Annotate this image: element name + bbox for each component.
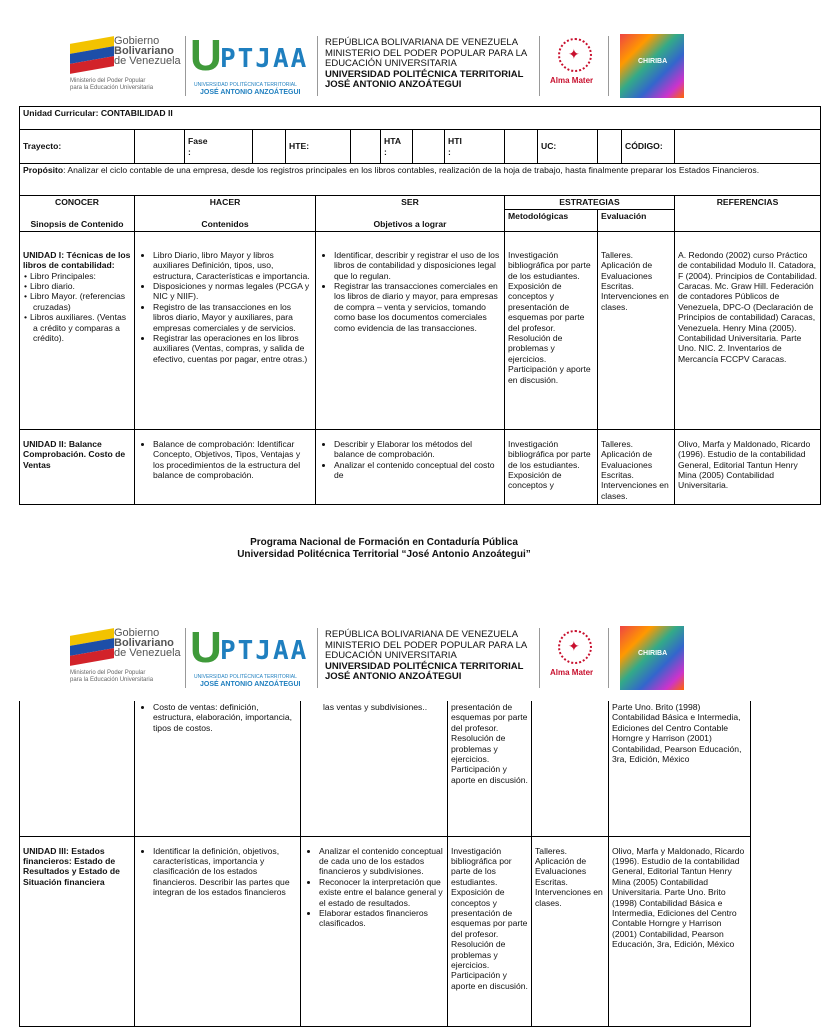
divider bbox=[539, 36, 540, 96]
codigo-label: CÓDIGO: bbox=[622, 130, 675, 164]
unit1-title: UNIDAD I: Técnicas de los libros de contabilidad: bbox=[23, 249, 131, 271]
uptjaa-sub1: UNIVERSIDAD POLITÉCNICA TERRITORIAL bbox=[194, 674, 297, 680]
unit2-conocer bbox=[20, 429, 135, 504]
list-item: • Disposiciones y normas legales (PCGA y NIC y NIIF). bbox=[153, 281, 312, 302]
gobierno-logo bbox=[70, 36, 182, 98]
alma-mater-logo bbox=[550, 38, 596, 96]
unit2-metodologicas: Investigación bibliográfica por parte de los estudiantes. Exposición de conceptos y bbox=[505, 429, 598, 504]
cont-ser: las ventas y subdivisiones.. bbox=[301, 701, 448, 836]
unit3-referencias: Olivo, Marfa y Maldonado, Ricardo (1996). Estudio de la contabilidad General, Editorial Tantun Henry Mina (2005) Contabilidad Universitaria. Parte Uno. Brito (1998) Contabilidad Básica e Intermedia, Ediciones del Centro Contable Horngre y Harrison (2001) Contabilidad, Pearson Educación, 3ra, Edición, México bbox=[609, 836, 751, 1026]
alma-mater-text: Alma Mater bbox=[550, 668, 594, 677]
unit3-ser bbox=[301, 836, 448, 1026]
divider bbox=[539, 628, 540, 688]
footer-line1: Programa Nacional de Formación en Contaduría Pública bbox=[250, 537, 518, 548]
rep-line1: REPÚBLICA BOLIVARIANA DE VENEZUELA bbox=[325, 37, 519, 48]
unit1-item: • Libro Mayor. (referencias cruzadas) bbox=[33, 291, 131, 312]
cont-conocer bbox=[20, 701, 135, 836]
list-item: • Libro Diario, libro Mayor y libros auxiliares Definición, tipos, uso, estructura, Características e importancia. bbox=[153, 250, 312, 281]
rep-line2: MINISTERIO DEL PODER POPULAR PARA LA bbox=[325, 639, 528, 651]
hti-text: HTI bbox=[448, 136, 462, 147]
unit1-item: • Libros auxiliares. (Ventas a crédito y comparas a crédito). bbox=[33, 312, 131, 343]
list-item: • Analizar el contenido conceptual de cada uno de los estados financieros y subdivisiones. bbox=[319, 846, 444, 877]
curriculum-table bbox=[19, 106, 821, 505]
unit1-items bbox=[23, 271, 131, 344]
unit3-hacer bbox=[135, 836, 301, 1026]
hti-label bbox=[445, 130, 505, 164]
rep-line4: UNIVERSIDAD POLITÉCNICA TERRITORIAL bbox=[325, 660, 524, 672]
gov-line3: de Venezuela bbox=[114, 55, 181, 67]
proposito-label: Propósito bbox=[23, 165, 64, 175]
person-icon: ✦ bbox=[568, 46, 580, 62]
unit3-evaluacion: Talleres. Aplicación de Evaluaciones Escritas. Intervenciones en clases. bbox=[532, 836, 609, 1026]
divider bbox=[608, 36, 609, 96]
curriculum-table-continued bbox=[19, 701, 751, 1027]
unit1-item: • Libro diario. bbox=[33, 281, 131, 291]
uc-label: UC: bbox=[538, 130, 598, 164]
rep-line1: REPÚBLICA BOLIVARIANA DE VENEZUELA bbox=[325, 629, 519, 640]
unit1-referencias: A. Redondo (2002) curso Práctico de contabilidad Modulo II. Catadora, F (2004). Principios de Contabilidad. Caracas. Mc. Graw Hill. Federación de contadores Públicos de Venezuela, DPC-O (Declaración de Principios de contabilidad) Caracas, Venezuela. Henry Mina (2005). Contabilidad Universitaria. Parte Uno. NIC. 2. Inventarios de Mercancía FCCPV Caracas. bbox=[675, 231, 821, 429]
ministry-line2: para la Educación Universitaria bbox=[70, 677, 154, 683]
rep-line4: UNIVERSIDAD POLITÉCNICA TERRITORIAL bbox=[325, 68, 524, 80]
conocer-sub: Sinopsis de Contenido bbox=[30, 219, 124, 230]
divider bbox=[185, 36, 186, 96]
unit3-conocer bbox=[20, 836, 135, 1026]
alma-mater-text: Alma Mater bbox=[550, 76, 594, 85]
hta-label bbox=[381, 130, 413, 164]
footer-line2: Universidad Politécnica Territorial “José Antonio Anzoátegui” bbox=[237, 549, 531, 560]
hacer-title: HACER bbox=[209, 197, 241, 207]
unit2-hacer bbox=[135, 429, 316, 504]
unit1-item: • Libro Principales: bbox=[33, 271, 131, 281]
ministry-text bbox=[70, 670, 153, 684]
uptjaa-wordmark: PTJAA bbox=[220, 44, 309, 74]
uptjaa-logo bbox=[190, 31, 312, 100]
unit1-hacer bbox=[135, 231, 316, 429]
header-banner bbox=[65, 622, 705, 694]
rep-line2: MINISTERIO DEL PODER POPULAR PARA LA bbox=[325, 47, 528, 59]
uptjaa-u: U bbox=[190, 31, 222, 80]
hte-label: HTE: bbox=[286, 130, 351, 164]
venezuela-flag-icon bbox=[70, 40, 114, 70]
unit1-ser bbox=[316, 231, 505, 429]
list-item: • Describir y Elaborar los métodos del balance de comprobación. bbox=[334, 439, 501, 460]
rep-line3: EDUCACIÓN UNIVERSITARIA bbox=[325, 650, 457, 661]
unit3-metodologicas: Investigación bibliográfica por parte de los estudiantes. Exposición de conceptos y presentación de esquemas por parte del profesor. Resolución de problemas y ejercicios. Participación y aporte en discusión. bbox=[448, 836, 532, 1026]
col-ser bbox=[316, 196, 505, 232]
divider bbox=[608, 628, 609, 688]
col-evaluacion: Evaluación bbox=[598, 210, 675, 231]
list-item: • Balance de comprobación: Identificar Concepto, Objetivos, Tipos, Ventajas y los procedimientos de la estructura del balance de comprobación. bbox=[153, 439, 312, 481]
person-icon: ✦ bbox=[568, 638, 580, 654]
hta-text: HTA bbox=[384, 136, 402, 147]
uptjaa-sub1: UNIVERSIDAD POLITÉCNICA TERRITORIAL bbox=[194, 82, 297, 88]
conocer-title: CONOCER bbox=[55, 197, 99, 207]
gobierno-text bbox=[114, 36, 181, 66]
ministry-line2: para la Educación Universitaria bbox=[70, 85, 154, 91]
fase-label bbox=[185, 130, 253, 164]
list-item: • Identificar la definición, objetivos, características, importancia y clasificación de los estados financieros. Describir las partes que integran de los estados financieros bbox=[153, 846, 297, 898]
header-banner bbox=[65, 30, 705, 108]
unit1-ser-list bbox=[319, 250, 501, 333]
gobierno-logo bbox=[70, 628, 182, 690]
fase-colon: : bbox=[188, 146, 191, 157]
col-conocer bbox=[20, 196, 135, 232]
unit2-hacer-list bbox=[138, 439, 312, 481]
list-item: • Identificar, describir y registrar el uso de los libros de contabilidad y disposiciones legal que lo regulan. bbox=[334, 250, 501, 281]
list-item: • Registrar las operaciones en los libros auxiliares (Ventas, compras, y salida de efectivo, cuentas por pagar, entre otras.) bbox=[153, 333, 312, 364]
uptjaa-logo bbox=[190, 623, 312, 692]
rep-line5: JOSÉ ANTONIO ANZOÁTEGUI bbox=[325, 79, 462, 90]
republica-text bbox=[325, 630, 535, 683]
gov-line2: Bolivariano bbox=[114, 637, 174, 649]
uptjaa-sub2: JOSÉ ANTONIO ANZOÁTEGUI bbox=[200, 89, 301, 96]
hti-colon: : bbox=[448, 146, 451, 157]
col-referencias: REFERENCIAS bbox=[675, 196, 821, 232]
unit3-hacer-list bbox=[138, 846, 297, 898]
codigo-value bbox=[675, 130, 821, 164]
alma-mater-logo bbox=[550, 630, 596, 688]
divider bbox=[185, 628, 186, 688]
gov-line2: Bolivariano bbox=[114, 45, 174, 57]
ministry-line1: Ministerio del Poder Popular bbox=[70, 78, 146, 84]
gov-line1: Gobierno bbox=[114, 35, 160, 47]
list-item: • Analizar el contenido conceptual del costo de bbox=[334, 460, 501, 481]
cont-hacer bbox=[135, 701, 301, 836]
page-2 bbox=[0, 622, 768, 1024]
divider bbox=[317, 36, 318, 96]
artwork-image bbox=[620, 34, 684, 98]
rep-line3: EDUCACIÓN UNIVERSITARIA bbox=[325, 58, 457, 69]
unit1-conocer bbox=[20, 231, 135, 429]
hta-colon: : bbox=[384, 146, 387, 157]
list-item: • Registro de las transacciones en los libros diario, Mayor y auxiliares, para empresas comerciales y de servicios. bbox=[153, 302, 312, 333]
cont-metodologicas: presentación de esquemas por parte del profesor. Resolución de problemas y ejercicios. Participación y aporte en discusión. bbox=[448, 701, 532, 836]
trayecto-label: Trayecto: bbox=[20, 130, 135, 164]
proposito bbox=[20, 164, 821, 196]
cont-referencias: Parte Uno. Brito (1998) Contabilidad Básica e Intermedia, Ediciones del Centro Contable Horngre y Harrison (2001) Contabilidad, Pearson Educación, 3ra, Edición, México bbox=[609, 701, 751, 836]
ser-sub: Objetivos a lograr bbox=[373, 219, 447, 230]
unit3-title: UNIDAD III: Estados financieros: Estado de Resultados y Estado de Situación financiera bbox=[23, 845, 120, 887]
unit2-referencias: Olivo, Marfa y Maldonado, Ricardo (1996). Estudio de la contabilidad General, Editorial Tantun Henry Mina (2005) Contabilidad Universitaria. bbox=[675, 429, 821, 504]
republica-text bbox=[325, 38, 535, 91]
unit1-metodologicas: Investigación bibliográfica por parte de los estudiantes. Exposición de conceptos y presentación de esquemas por parte del profesor. Resolución de problemas y ejercicios. Participación y aporte en discusión. bbox=[505, 231, 598, 429]
trayecto-value bbox=[135, 130, 185, 164]
ministry-line1: Ministerio del Poder Popular bbox=[70, 670, 146, 676]
unit2-evaluacion: Talleres. Aplicación de Evaluaciones Escritas. Intervenciones en clases. bbox=[598, 429, 675, 504]
col-metodologicas: Metodológicas bbox=[505, 210, 598, 231]
ministry-text bbox=[70, 78, 153, 92]
hacer-sub: Contenidos bbox=[201, 219, 249, 230]
unidad-curricular: Unidad Curricular: CONTABILIDAD II bbox=[20, 107, 821, 130]
uptjaa-wordmark: PTJAA bbox=[220, 636, 309, 666]
unit2-ser-list bbox=[319, 439, 501, 481]
unit3-ser-list bbox=[304, 846, 444, 929]
fase-text: Fase bbox=[188, 136, 208, 147]
rep-line5: JOSÉ ANTONIO ANZOÁTEGUI bbox=[325, 671, 462, 682]
list-item: • Reconocer la interpretación que existe entre el balance general y el estado de resultados. bbox=[319, 877, 444, 908]
col-hacer bbox=[135, 196, 316, 232]
proposito-text: : Analizar el ciclo contable de una empresa, desde los registros principales en los libros contables, realización de la hoja de trabajo, hasta finalmente preparar los Estados Financieros. bbox=[63, 165, 760, 175]
hti-value bbox=[505, 130, 538, 164]
venezuela-flag-icon bbox=[70, 632, 114, 662]
col-estrategias: ESTRATEGIAS bbox=[505, 196, 675, 210]
unit1-evaluacion: Talleres. Aplicación de Evaluaciones Escritas. Intervenciones en clases. bbox=[598, 231, 675, 429]
uptjaa-sub2: JOSÉ ANTONIO ANZOÁTEGUI bbox=[200, 681, 301, 688]
fase-value bbox=[253, 130, 286, 164]
cont-hacer-list bbox=[138, 702, 297, 733]
cont-evaluacion bbox=[532, 701, 609, 836]
unit2-title: UNIDAD II: Balance Comprobación. Costo de Ventas bbox=[23, 438, 126, 470]
program-footer bbox=[0, 537, 768, 561]
list-item: • Costo de ventas: definición, estructura, elaboración, importancia, tipos de costos. bbox=[153, 702, 297, 733]
hte-value bbox=[351, 130, 381, 164]
gov-line3: de Venezuela bbox=[114, 647, 181, 659]
artwork-image bbox=[620, 626, 684, 690]
artwork-text: CHIRIBA bbox=[638, 650, 668, 657]
list-item: • Registrar las transacciones comerciales en los libros de diario y mayor, para empresas de compra – venta y servicios, tomando como base los documentos comerciales como evidencia de las transacciones. bbox=[334, 281, 501, 333]
uc-value bbox=[598, 130, 622, 164]
list-item: • Elaborar estados financieros clasificados. bbox=[319, 908, 444, 929]
uptjaa-u: U bbox=[190, 623, 222, 672]
artwork-text: CHIRIBA bbox=[638, 58, 668, 65]
unit2-ser bbox=[316, 429, 505, 504]
gov-line1: Gobierno bbox=[114, 627, 160, 639]
unit1-hacer-list bbox=[138, 250, 312, 364]
ser-title: SER bbox=[401, 197, 419, 207]
hta-value bbox=[413, 130, 445, 164]
gobierno-text bbox=[114, 628, 181, 658]
divider bbox=[317, 628, 318, 688]
